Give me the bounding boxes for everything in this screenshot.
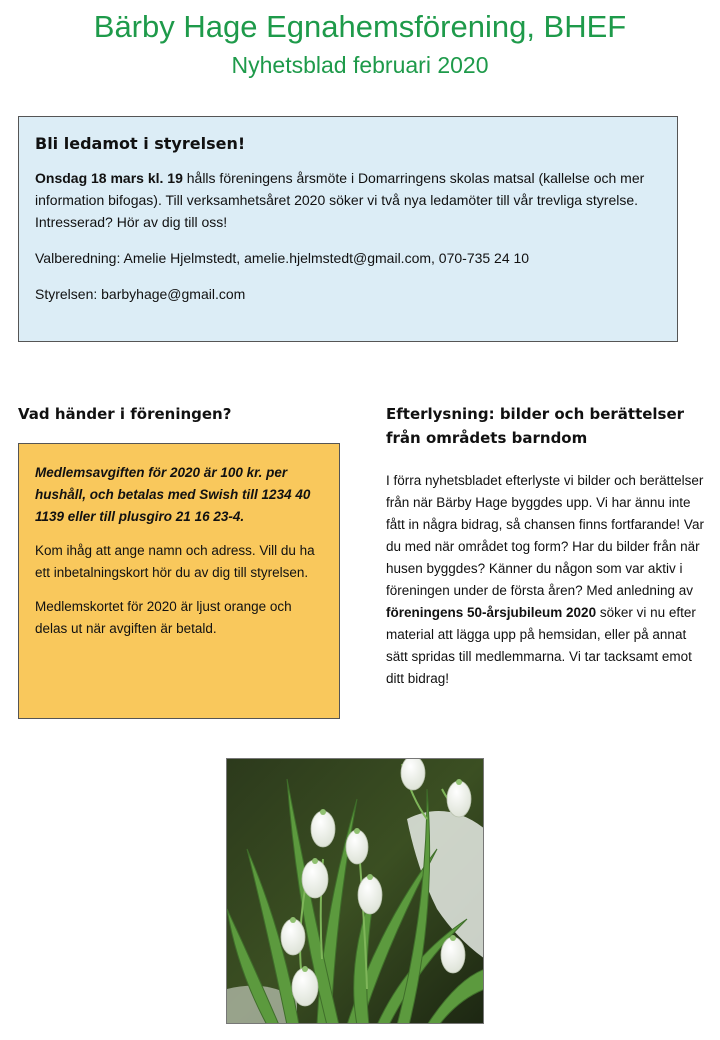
page-subtitle: Nyhetsblad februari 2020 xyxy=(231,52,489,78)
meeting-date: Onsdag 18 mars kl. 19 xyxy=(35,170,183,186)
left-section-heading: Vad händer i föreningen? xyxy=(18,405,232,423)
fee-info: Medlemsavgiften för 2020 är 100 kr. per hushåll, och betalas med Swish till 1234 40 1139 eller till plusgiro 21 16 23-4. xyxy=(35,465,311,524)
call-text-part2: söker vi nu efter material att lägga upp på hemsidan, eller på annat sätt spridas till medlemmarna. Vi tar tacksamt emot ditt bidrag! xyxy=(386,605,696,686)
board-contact: Styrelsen: barbyhage@gmail.com xyxy=(35,286,246,302)
membership-card-info: Medlemskortet för 2020 är ljust orange och delas ut när avgiften är betald. xyxy=(35,599,292,636)
snowdrop-flowers-photo xyxy=(226,758,484,1024)
meeting-details: hålls föreningens årsmöte i Domarringens skolas matsal (kallelse och mer information bifogas). Till verksamhetsåret 2020 söker vi två nya ledamöter till vår trevliga styrelse. Intresserad? Hör av dig till oss! xyxy=(35,170,645,230)
membership-fee-box xyxy=(18,443,340,719)
newsletter-header xyxy=(0,8,720,80)
right-section-heading: Efterlysning: bilder och berättelser från områdets barndom xyxy=(386,405,685,447)
anniversary-highlight: föreningens 50-årsjubileum 2020 xyxy=(386,605,597,620)
board-notice-text xyxy=(35,167,663,233)
page-title: Bärby Hage Egnahemsförening, BHEF xyxy=(93,9,627,44)
board-notice-box xyxy=(18,116,678,342)
call-text-part1: I förra nyhetsbladet efterlyste vi bilder och berättelser från när Bärby Hage byggdes upp. Vi har ännu inte fått in några bidrag, så chansen finns fortfarande! Var du med när området tog form? Har du bilder från när husen byggdes? Känner du någon som var aktiv i föreningen under de första åren? Med anledning av xyxy=(386,473,704,598)
snowdrop-illustration xyxy=(227,759,484,1024)
call-for-stories-text xyxy=(386,470,706,690)
board-notice-heading: Bli ledamot i styrelsen! xyxy=(35,134,246,153)
payment-reminder: Kom ihåg att ange namn och adress. Vill du ha ett inbetalningskort hör du av dig till styrelsen. xyxy=(35,543,315,580)
nomination-contact: Valberedning: Amelie Hjelmstedt, amelie.hjelmstedt@gmail.com, 070-735 24 10 xyxy=(35,250,530,266)
